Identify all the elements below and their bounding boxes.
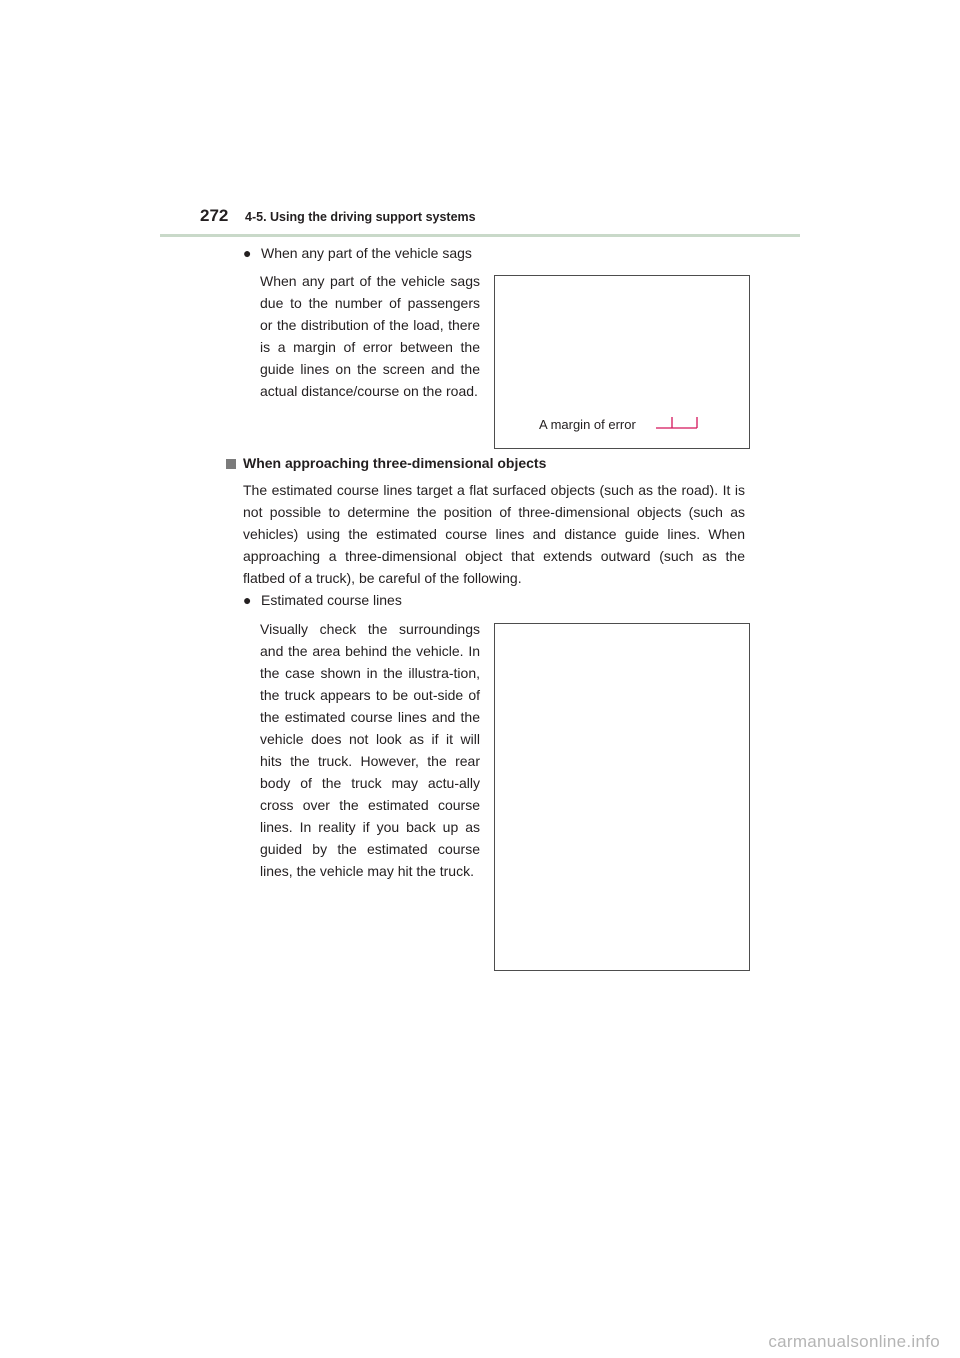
- header-rule: [160, 234, 800, 237]
- truck-figure: [494, 623, 750, 971]
- sag-figure: [494, 275, 750, 449]
- course-lines-body: Visually check the surroundings and the area behind the vehicle. In the case shown in the illustra-tion, the truck appears to be out-side of the estimated course lines and the vehicle does not look as if it will hits the truck. However, the rear body of the truck may actu-ally cross over the estimated course lines. In reality if you back up as guided by the estimated course lines, the vehicle may hit the truck.: [260, 621, 480, 879]
- watermark: carmanualsonline.info: [768, 1332, 940, 1351]
- three-d-intro: The estimated course lines target a flat surfaced objects (such as the road). It is not possible to determine the position of three-dimensional objects (such as vehicles) using the estimated course lines and distance guide lines. When approaching a three-dimensional object that extends outward (such as the flatbed of a truck), be careful of the following.: [243, 482, 745, 586]
- page-number: 272: [200, 206, 229, 225]
- bullet-icon: ●: [243, 592, 252, 608]
- course-lines-title: Estimated course lines: [261, 592, 402, 608]
- sag-item-body: When any part of the vehicle sags due to the number of passengers or the distribution of the load, there is a margin of error between the guide lines on the screen and the actual distance/course on the road.: [260, 273, 480, 399]
- sag-item-title: When any part of the vehicle sags: [261, 245, 472, 261]
- three-d-section-title: When approaching three-dimensional objects: [243, 455, 547, 471]
- section-title: 4-5. Using the driving support systems: [245, 210, 476, 224]
- bullet-icon: ●: [243, 245, 252, 261]
- margin-of-error-label: A margin of error: [539, 417, 636, 432]
- margin-of-error-marker: [655, 414, 699, 430]
- section-marker-icon: [226, 459, 236, 469]
